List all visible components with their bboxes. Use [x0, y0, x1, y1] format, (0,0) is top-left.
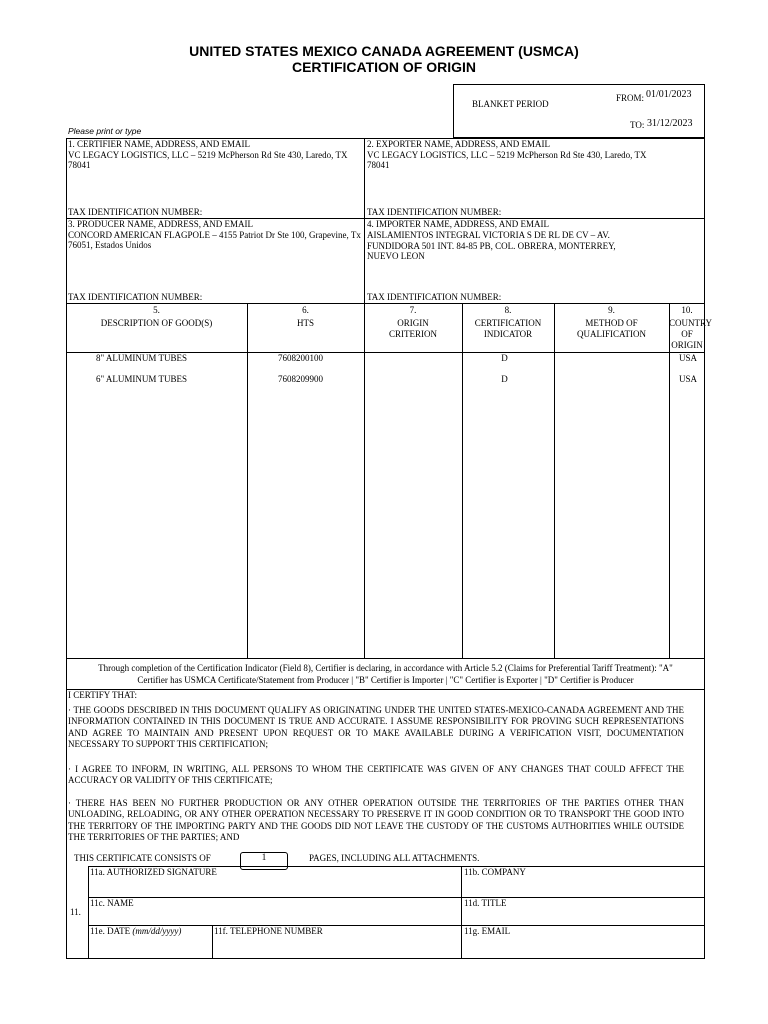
good-2-hts: 7608209900: [278, 374, 323, 384]
col-description-header: 5. DESCRIPTION OF GOOD(S): [100, 305, 213, 328]
good-1-description: 8" ALUMINUM TUBES: [96, 353, 188, 363]
producer-label: 3. PRODUCER NAME, ADDRESS, AND EMAIL: [68, 219, 254, 229]
good-2-indicator: D: [501, 374, 508, 384]
good-1-country: USA: [679, 353, 698, 363]
col-country-header: 10. COUNTRY OF ORIGIN: [669, 305, 713, 350]
certify-paragraph-3: · THERE HAS BEEN NO FURTHER PRODUCTION OR ANY OTHER OPERATION OUTSIDE THE TERRITORIES OF THE PARTIES OTHER THAN UNLOADING, RELOADING, OR ANY OTHER OPERATION NECESSARY TO PRESERVE IT IN GOOD CONDITION OR TO TRANSPORT THE GOOD INTO THE TERRITORY OF THE IMPORTING PARTY AND THE GOODS DID NOT LEAVE THE CUSTODY OF THE CUSTOMS AUTHORITIES WHILE OUTSIDE THE TERRITORIES OF THE PARTIES; AND: [68, 798, 684, 842]
indicator-note-line1: Through completion of the Certification Indicator (Field 8), Certifier is declaring, in accordance with Article 5.2 (Claims for Preferential Tariff Treatment): "A": [98, 663, 673, 673]
page-count-field[interactable]: 1: [240, 852, 288, 870]
email-field[interactable]: [462, 937, 704, 958]
good-2-country: USA: [679, 374, 698, 384]
pages-including-attachments-label: PAGES, INCLUDING ALL ATTACHMENTS.: [309, 853, 480, 863]
name-field[interactable]: [89, 909, 460, 924]
importer-address-line3: NUEVO LEON: [367, 251, 425, 261]
good-2-description: 6" ALUMINUM TUBES: [96, 374, 188, 384]
company-field[interactable]: [462, 878, 704, 896]
title-label: 11d. TITLE: [464, 898, 507, 908]
name-label: 11c. NAME: [90, 898, 134, 908]
from-date: 01/01/2023: [646, 89, 692, 100]
authorized-signature-label: 11a. AUTHORIZED SIGNATURE: [90, 867, 217, 877]
certifier-tax-id-label: TAX IDENTIFICATION NUMBER:: [68, 207, 203, 217]
please-print-note: Please print or type: [68, 126, 142, 136]
importer-label: 4. IMPORTER NAME, ADDRESS, AND EMAIL: [367, 219, 549, 229]
col-hts-header: 6. HTS: [296, 305, 314, 328]
importer-address-line2: FUNDIDORA 501 INT. 84-85 PB, COL. OBRERA, MONTERREY,: [367, 241, 616, 251]
certify-paragraph-1: · THE GOODS DESCRIBED IN THIS DOCUMENT QUALIFY AS ORIGINATING UNDER THE UNITED STATES-MEXICO-CANADA AGREEMENT AND THE INFORMATION CONTAINED IN THIS DOCUMENT IS TRUE AND ACCURATE. I ASSUME RESPONSIBILITY FOR PROVING SUCH REPRESENTATIONS AND AGREE TO MAINTAIN AND PRESENT UPON REQUEST OR TO MAKE AVAILABLE DURING A VERIFICATION VISIT, DOCUMENTATION NECESSARY TO SUPPORT THIS CERTIFICATION;: [68, 705, 684, 749]
to-date: 31/12/2023: [647, 118, 693, 129]
exporter-tax-id-label: TAX IDENTIFICATION NUMBER:: [367, 207, 502, 217]
date-field[interactable]: [89, 937, 211, 958]
exporter-address-line2: 78041: [367, 160, 390, 170]
importer-address-line1: AISLAMIENTOS INTEGRAL VICTORIA S DE RL DE CV – AV.: [367, 230, 610, 240]
document-title: UNITED STATES MEXICO CANADA AGREEMENT (USMCA): [189, 43, 579, 59]
company-label: 11b. COMPANY: [464, 867, 526, 877]
good-1-indicator: D: [501, 353, 508, 363]
blanket-period-label: BLANKET PERIOD: [472, 99, 549, 109]
from-label: FROM:: [616, 93, 645, 103]
telephone-label: 11f. TELEPHONE NUMBER: [214, 926, 323, 936]
producer-tax-id-label: TAX IDENTIFICATION NUMBER:: [68, 292, 203, 302]
authorized-signature-field[interactable]: [89, 878, 460, 896]
importer-tax-id-label: TAX IDENTIFICATION NUMBER:: [367, 292, 502, 302]
producer-address-line2: 76051, Estados Unidos: [68, 240, 152, 250]
date-label: 11e. DATE (mm/dd/yyyy): [90, 926, 182, 936]
telephone-field[interactable]: [213, 937, 460, 958]
certify-heading: I CERTIFY THAT:: [68, 690, 138, 700]
col-method-header: 9. METHOD OF QUALIFICATION: [577, 305, 646, 339]
certifier-address-line2: 78041: [68, 160, 91, 170]
col-certification-indicator-header: 8. CERTIFICATION INDICATOR: [474, 305, 542, 339]
exporter-label: 2. EXPORTER NAME, ADDRESS, AND EMAIL: [367, 139, 550, 149]
certifier-address-line1: VC LEGACY LOGISTICS, LLC – 5219 McPherson Rd Ste 430, Laredo, TX: [68, 150, 348, 160]
certify-paragraph-2: · I AGREE TO INFORM, IN WRITING, ALL PERSONS TO WHOM THE CERTIFICATE WAS GIVEN OF ANY CHANGES THAT COULD AFFECT THE ACCURACY OR VALIDITY OF THIS CERTIFICATE;: [68, 764, 684, 786]
exporter-address-line1: VC LEGACY LOGISTICS, LLC – 5219 McPherson Rd Ste 430, Laredo, TX: [367, 150, 647, 160]
col-origin-criterion-header: 7. ORIGIN CRITERION: [389, 305, 437, 339]
section-11-number: 11.: [70, 907, 81, 917]
certifier-label: 1. CERTIFIER NAME, ADDRESS, AND EMAIL: [68, 139, 250, 149]
title-field[interactable]: [462, 909, 704, 924]
good-1-hts: 7608200100: [278, 353, 323, 363]
indicator-note-line2: Certifier has USMCA Certificate/Statement from Producer | "B" Certifier is Importer | "C" Certifier is Exporter | "D" Certifier is Producer: [137, 675, 634, 685]
producer-address-line1: CONCORD AMERICAN FLAGPOLE – 4155 Patriot Dr Ste 100, Grapevine, Tx: [68, 230, 361, 240]
certificate-consists-of-label: THIS CERTIFICATE CONSISTS OF: [74, 853, 211, 863]
document-subtitle: CERTIFICATION OF ORIGIN: [291, 59, 477, 75]
email-label: 11g. EMAIL: [464, 926, 511, 936]
to-label: TO:: [630, 120, 645, 130]
